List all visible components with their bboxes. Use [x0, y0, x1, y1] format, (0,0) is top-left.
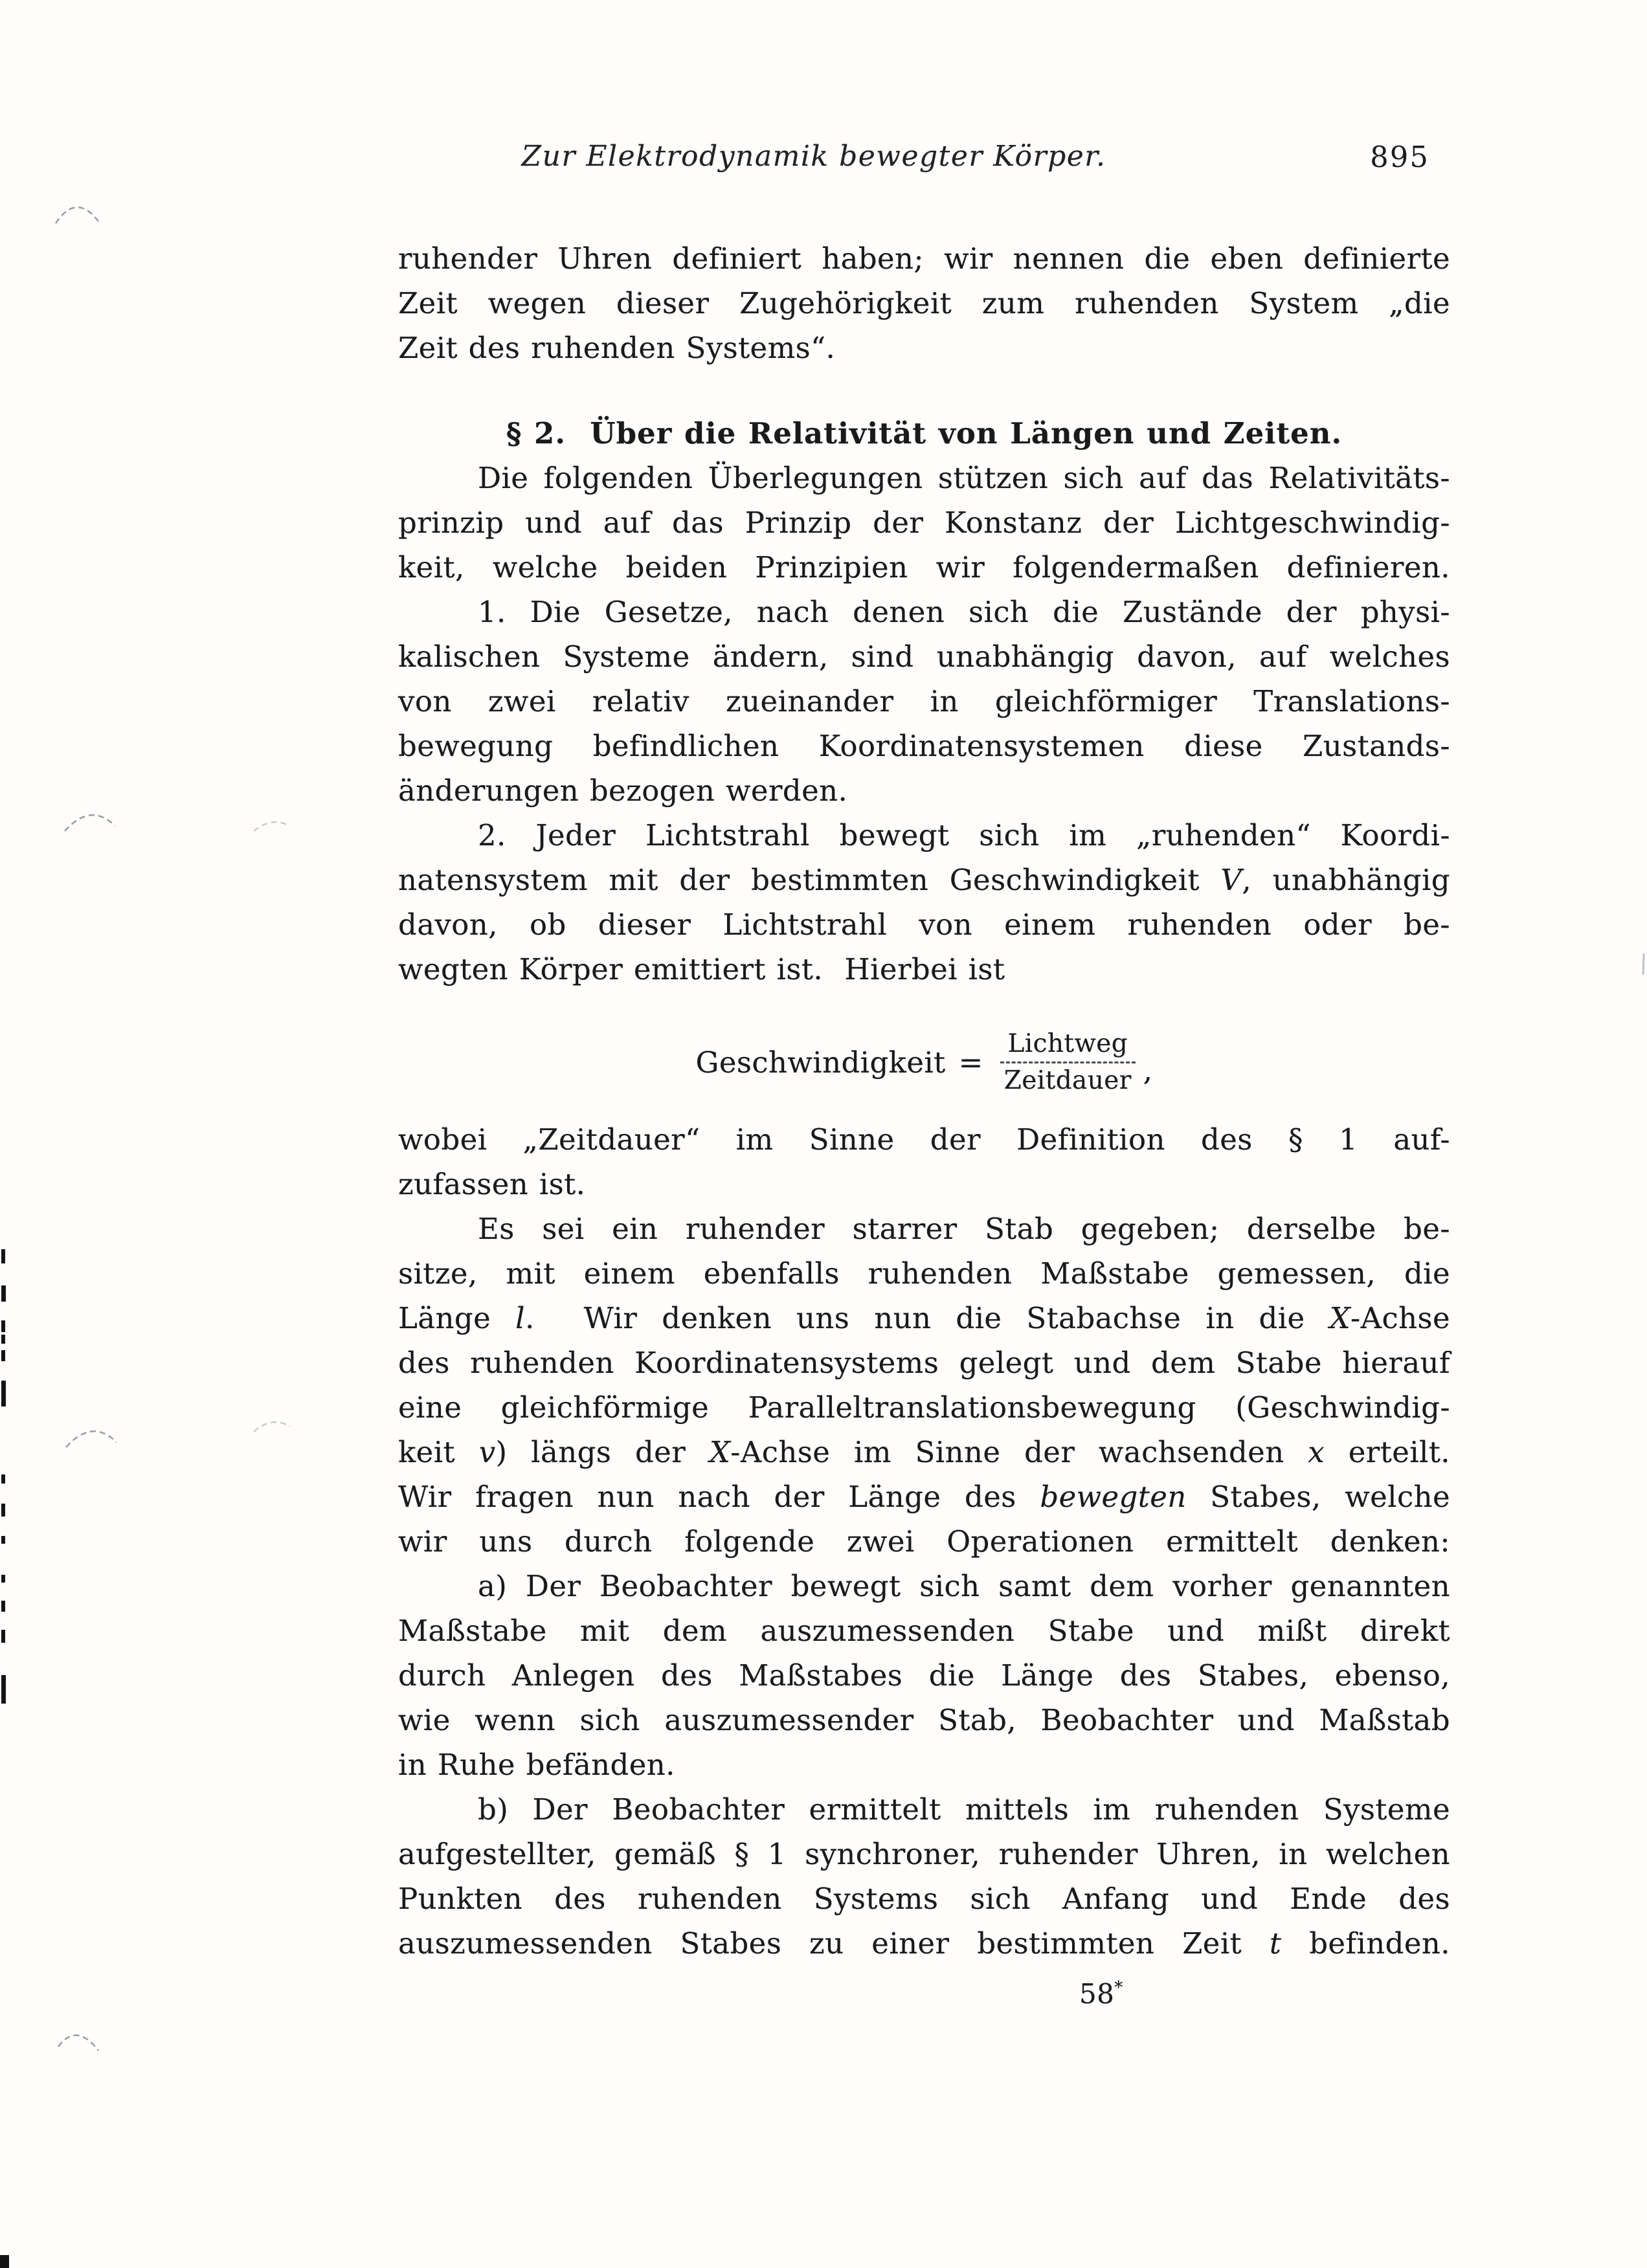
italic-text: l: [515, 1301, 525, 1335]
text-line: Wir fragen nun nach der Länge des bewegten Stabes, welche: [398, 1480, 1450, 1514]
running-title: Zur Elektrodynamik bewegter Körper.: [521, 140, 1106, 173]
page-text: [398, 236, 1450, 2016]
text-line: durch Anlegen des Maßstabes die Länge des Stabes, ebenso,: [398, 1658, 1450, 1693]
text-line: kalischen Systeme ändern, sind unabhängig davon, auf welches: [398, 639, 1450, 674]
text-line: wie wenn sich auszumessender Stab, Beobachter und Maßstab: [398, 1703, 1450, 1737]
italic-text: v: [478, 1435, 496, 1469]
scan-artifact-corner-block: [0, 2255, 9, 2268]
paragraph-rod-setup: [398, 1206, 1450, 1564]
italic-text: X: [1329, 1301, 1350, 1335]
scan-artifact-arc-mid-left-2: [66, 1431, 117, 1447]
text-line: a) Der Beobachter bewegt sich samt dem vorher genannten: [478, 1569, 1450, 1603]
text-line: Maßstabe mit dem auszumessenden Stabe und mißt direkt: [398, 1614, 1450, 1648]
italic-text: bewegten: [1040, 1480, 1187, 1514]
text-line: sitze, mit einem ebenfalls ruhenden Maßstabe gemessen, die: [398, 1256, 1450, 1291]
text-line: bewegung befindlichen Koordinatensystemen diese Zustands-: [398, 729, 1450, 763]
text-line: des ruhenden Koordinatensystems gelegt und dem Stabe hierauf: [398, 1346, 1450, 1380]
scan-artifact-arc-top-left: [56, 207, 98, 223]
principle-2: [398, 813, 1450, 992]
text-line: in Ruhe befänden.: [398, 1748, 675, 1782]
text-line: zufassen ist.: [398, 1167, 586, 1201]
text-line: ruhender Uhren definiert haben; wir nennen die eben definierte: [398, 241, 1450, 276]
text-line: davon, ob dieser Lichtstrahl von einem ruhenden oder be-: [398, 907, 1450, 942]
scan-artifact-arc-mid-right-1: [254, 822, 289, 831]
paragraph-principles-intro: [398, 456, 1450, 590]
scan-artifact-arc-bottom-left: [58, 2035, 98, 2051]
scan-artifact-arc-mid-right-2: [254, 1422, 290, 1432]
paragraph-continuation: [398, 236, 1450, 370]
text-line: keit v) längs der X-Achse im Sinne der wachsenden x erteilt.: [398, 1435, 1451, 1469]
velocity-definition-formula: [398, 1007, 1450, 1117]
signature-mark: [398, 1966, 1450, 2016]
operation-b: [398, 1787, 1450, 1966]
page-header: [398, 140, 1450, 185]
principle-1: [398, 590, 1450, 813]
fraction-denominator: Zeitdauer: [1003, 1065, 1132, 1095]
operation-a: [398, 1564, 1450, 1787]
text-line: Die folgenden Überlegungen stützen sich auf das Relativitäts-: [478, 461, 1450, 495]
equation: [696, 1028, 1153, 1096]
text-line: 1. Die Gesetze, nach denen sich die Zustände der physi-: [478, 595, 1450, 629]
text-line: natensystem mit der bestimmten Geschwindigkeit V, unabhängig: [398, 863, 1450, 897]
text-line: 2. Jeder Lichtstrahl bewegt sich im „ruhenden“ Koordi-: [478, 818, 1450, 852]
formula-lhs: Geschwindigkeit: [695, 1045, 946, 1080]
scan-artifact-right-edge-mark: [1643, 953, 1644, 975]
equals-sign: =: [958, 1045, 983, 1080]
text-line: keit, welche beiden Prinzipien wir folgendermaßen definieren.: [398, 550, 1450, 584]
italic-text: x: [1308, 1435, 1325, 1469]
text-line: b) Der Beobachter ermittelt mittels im ruhenden Systeme: [478, 1792, 1450, 1827]
text-line: änderungen bezogen werden.: [398, 773, 848, 808]
section-2-heading: [398, 411, 1450, 456]
paragraph-zeitdauer-note: [398, 1117, 1450, 1206]
italic-text: X: [709, 1435, 731, 1469]
text-line: prinzip und auf das Prinzip der Konstanz der Lichtgeschwindig-: [398, 506, 1450, 540]
text-line: Es sei ein ruhender starrer Stab gegeben; derselbe be-: [478, 1212, 1450, 1246]
text-line: von zwei relativ zueinander in gleichförmiger Translations-: [398, 684, 1450, 718]
italic-text: V: [1220, 863, 1242, 897]
text-line: eine gleichförmige Paralleltranslationsbewegung (Geschwindig-: [398, 1390, 1450, 1425]
scan-artifact-edge-dashes: [0, 1249, 9, 2268]
text-line: 58*: [1079, 1978, 1123, 2010]
text-line: Punkten des ruhenden Systems sich Anfang und Ende des: [398, 1882, 1450, 1916]
formula-comma: ,: [1143, 1052, 1153, 1087]
italic-text: t: [1269, 1926, 1282, 1961]
fraction-numerator: Lichtweg: [1007, 1028, 1128, 1058]
text-line: wir uns durch folgende zwei Operationen ermittelt denken:: [398, 1524, 1450, 1559]
scan-artifact-arc-mid-left-1: [65, 815, 115, 831]
text-line: Zeit wegen dieser Zugehörigkeit zum ruhenden System „die: [398, 286, 1450, 320]
text-line: auszumessenden Stabes zu einer bestimmten Zeit t befinden.: [398, 1926, 1451, 1961]
text-line: § 2. Über die Relativität von Längen und Zeiten.: [506, 416, 1343, 450]
fraction-bar: [1000, 1062, 1136, 1063]
text-line: wobei „Zeitdauer“ im Sinne der Definition des § 1 auf-: [398, 1122, 1450, 1157]
text-line: wegten Körper emittiert ist. Hierbei ist: [398, 952, 1005, 986]
text-line: aufgestellter, gemäß § 1 synchroner, ruhender Uhren, in welchen: [398, 1837, 1450, 1871]
text-line: Länge l. Wir denken uns nun die Stabachse in die X-Achse: [398, 1301, 1451, 1335]
page-number: 895: [1370, 140, 1429, 174]
fraction: [1000, 1028, 1136, 1096]
text-line: Zeit des ruhenden Systems“.: [398, 331, 836, 365]
